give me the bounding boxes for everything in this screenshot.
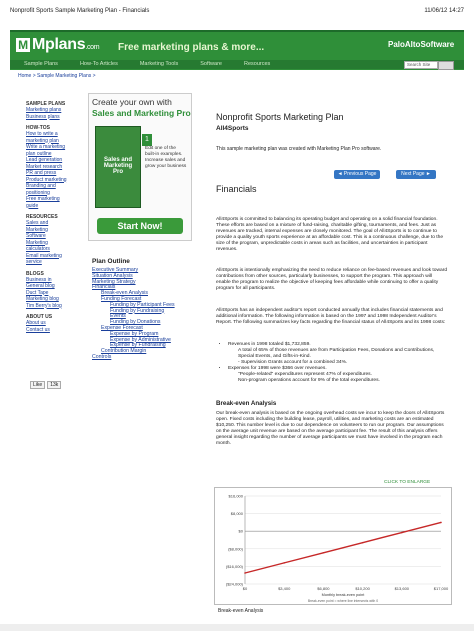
paragraph-3: All4Sports has an independent auditor's report conducted annually that includes financial statements and additional information. The following information is based on the 1997 and 1998 Independent Auditor's Report. The following summarizes key facts regarding the financial status of All4Sports and its 1998 costs: xyxy=(216,308,446,325)
sidebar-item[interactable]: Tim Berry's blog xyxy=(26,302,62,309)
search-input[interactable]: Search Site xyxy=(404,61,438,69)
product-box-image: Sales and Marketing Pro xyxy=(95,126,141,208)
sidebar-section-title: SAMPLE PLANS xyxy=(26,101,66,107)
sidebar-item[interactable]: Branding and xyxy=(26,183,56,189)
fact-expense-b: Non-program operations account for 9% of the total expenditures. xyxy=(238,378,380,383)
sidebar-item[interactable]: Business plans xyxy=(26,113,60,120)
breakeven-text: Our break-even analysis is based on the ongoing overhead costs we incur to keep the doors of All4Sports open. Fixed costs including the building lease, payroll, utilities, and marketing costs are an estimated $10,250. This number level is due to our dependence on volunteers to run our program. Our assumptions on the average unit revenue are based on the average participant fee. The result of this analysis offers general insight regarding the number of average participants we must have involved in the program each month. xyxy=(216,411,445,446)
site-logo[interactable]: M Mplans.com xyxy=(16,36,99,54)
sidebar-item[interactable]: positioning xyxy=(26,189,50,196)
paragraph-1: All4Sports is committed to balancing its operating budget and operating on a solid financial foundation. These efforts are based on a mixture of fund-raising, charitable gifting, tournaments, and fees. Just as revenues are tracked, internal expenses are closely monitored. The goal of All4Sports is to continue to provide a quality youth sports experience at an affordable cost. This is a continuous challenge, due to the size of the program, unpredictable costs in areas such as facilities, and uncertainties in participant revenues. xyxy=(216,217,444,252)
outline-link[interactable]: Expense Forecast xyxy=(101,324,143,331)
sidebar-item[interactable]: Email marketing xyxy=(26,252,62,259)
paragraph-2: All4Sports is intentionally emphasizing the need to reduce reliance on fee-based revenues and look toward contributions from other sources, particularly businesses, to support the program. This approach will enable the program to realize the objective of keeping fees affordable while continuing to offer a quality program for all participants. xyxy=(216,268,448,291)
nav-marketing-tools[interactable]: Marketing Tools xyxy=(139,61,179,67)
outline-link[interactable]: Expense by Fundraising xyxy=(110,342,166,349)
sidebar-item[interactable]: About us xyxy=(26,320,46,326)
outline-link[interactable]: Funding by Fundraising xyxy=(110,307,165,314)
outline-link[interactable]: Funding by Donations xyxy=(110,319,161,326)
data-point xyxy=(283,562,285,564)
nav-resources[interactable]: Resources xyxy=(243,61,271,67)
sidebar-item[interactable]: Marketing plans xyxy=(26,107,62,113)
x-tick-label: $3,400 xyxy=(278,586,291,591)
intro-text: This sample marketing plan was created with Marketing Plan Pro software. xyxy=(216,146,382,152)
sidebar-item[interactable]: Sales and xyxy=(26,220,49,226)
outline-link[interactable]: Expense by Administrative xyxy=(110,336,171,343)
search-button[interactable] xyxy=(438,61,454,70)
sidebar-item[interactable]: How to write a xyxy=(26,131,58,137)
sidebar-item[interactable]: Marketing xyxy=(26,239,48,246)
page-subtitle: All4Sports xyxy=(216,125,249,132)
outline-link[interactable]: Funding Forecast xyxy=(101,295,142,302)
outline-link[interactable]: Controls xyxy=(92,353,112,360)
sidebar-item[interactable]: Contact us xyxy=(26,326,50,333)
page-title: Nonprofit Sports Marketing Plan xyxy=(216,112,344,122)
chart-svg xyxy=(215,488,451,604)
sidebar-item[interactable]: Product marketing xyxy=(26,176,67,183)
sidebar-section-title: ABOUT US xyxy=(26,314,53,320)
sidebar-item[interactable]: calculators xyxy=(26,246,50,252)
sidebar-item[interactable]: Business in xyxy=(26,276,52,283)
data-point xyxy=(362,542,364,544)
like-widget[interactable] xyxy=(30,382,63,388)
y-tick-label: $0 xyxy=(238,528,243,534)
step-badge: 1 xyxy=(142,134,152,146)
sidebar-item[interactable]: Duct Tape xyxy=(26,289,49,296)
sidebar-item[interactable]: guide xyxy=(26,202,39,209)
outline-link[interactable]: Expense by Program xyxy=(110,330,159,337)
breadcrumb[interactable]: Home > Sample Marketing Plans > xyxy=(18,73,96,79)
like-button[interactable]: Like xyxy=(30,381,45,389)
promo-line1: Create your own with xyxy=(92,97,172,107)
fact-revenue-a: A total of 65% of those revenues are from Participation Fees, Donations and Contributions, Special Events, and Gifts-in-Kind. xyxy=(238,348,435,359)
promo-line2: Sales and Marketing Pro xyxy=(92,108,191,118)
promo-desc: Edit one of the built-in examples. Increase sales and grow your business xyxy=(145,146,187,169)
sidebar xyxy=(26,96,84,333)
main-nav xyxy=(24,61,270,67)
data-point xyxy=(440,522,442,524)
fact-expense: • Expenses for 1998 were $366 over revenues. xyxy=(228,366,448,372)
section-title: Financials xyxy=(216,184,257,194)
outline-link[interactable]: Contribution Margin xyxy=(101,348,147,355)
sidebar-item[interactable]: General blog xyxy=(26,283,55,289)
fact-revenue: • Revenues in 1998 totaled $1,732,859. xyxy=(228,342,448,348)
outline-link[interactable]: Events xyxy=(110,313,126,320)
sidebar-item[interactable]: Marketing blog xyxy=(26,296,59,302)
sidebar-item[interactable]: Write a marketing xyxy=(26,144,66,150)
main-heading xyxy=(216,112,448,132)
breakeven-chart[interactable] xyxy=(214,487,452,605)
footer-strip xyxy=(0,624,474,631)
y-tick-label: ($16,000) xyxy=(225,563,243,569)
sidebar-section-title: HOW-TOS xyxy=(26,125,50,131)
outline-link[interactable]: Executive Summary xyxy=(92,267,139,273)
x-tick-label: $10,200 xyxy=(355,586,370,591)
fact-revenue-b: - Supervision Grants account for a combined 34%. xyxy=(238,360,348,365)
outline-link[interactable]: Break-even Analysis xyxy=(101,290,148,297)
sidebar-item[interactable]: Market research xyxy=(26,163,63,170)
x-tick-label: $6,800 xyxy=(317,586,330,591)
print-title: Nonprofit Sports Sample Marketing Plan - Financials xyxy=(10,8,150,14)
print-datetime: 11/06/12 14:27 xyxy=(424,8,464,14)
outline-link[interactable]: Financials xyxy=(92,284,116,291)
print-header xyxy=(10,8,464,20)
partner-logo[interactable]: PaloAltoSoftware xyxy=(388,40,455,49)
enlarge-chart-link[interactable]: CLICK TO ENLARGE xyxy=(384,480,431,485)
y-tick-label: $8,000 xyxy=(230,511,243,517)
breakeven-line xyxy=(245,522,441,573)
x-axis-label: Monthly break-even point xyxy=(321,593,365,597)
like-count: 13k xyxy=(47,381,61,389)
sidebar-item[interactable]: plan outline xyxy=(26,150,52,157)
start-now-button[interactable]: Start Now! xyxy=(97,218,183,234)
sidebar-item[interactable]: Free marketing xyxy=(26,196,60,202)
sidebar-item[interactable]: service xyxy=(26,259,42,265)
logo-icon: M xyxy=(16,38,30,52)
sidebar-item[interactable]: PR and press xyxy=(26,170,57,176)
chart-note: Break-even point = where line intersects with 0 xyxy=(307,599,379,603)
facts-list xyxy=(216,342,448,384)
fact-expense-a: "People-related" expenditures represent 47% of expenditures. xyxy=(238,372,372,377)
tagline: Free marketing plans & more... xyxy=(118,42,265,53)
x-tick-label: $13,600 xyxy=(394,586,410,591)
y-tick-label: ($8,000) xyxy=(228,546,243,552)
sidebar-item[interactable]: marketing plan xyxy=(26,137,59,144)
nav-howto[interactable]: How-To Articles xyxy=(79,61,118,67)
y-tick-label: $16,000 xyxy=(228,493,243,499)
x-tick-label: $0 xyxy=(242,586,248,591)
chart-caption: Break-even Analysis xyxy=(218,608,264,614)
outline-link[interactable]: Funding by Participant Fees xyxy=(110,301,175,308)
data-point xyxy=(401,532,403,534)
nav-sample-plans[interactable]: Sample Plans xyxy=(24,61,58,67)
outline-link[interactable]: Marketing Strategy xyxy=(92,278,136,285)
sidebar-section-title: BLOGS xyxy=(26,270,44,277)
data-point xyxy=(244,572,246,574)
y-tick-label: ($24,000) xyxy=(225,581,243,587)
sidebar-item[interactable]: Lead generation xyxy=(26,157,63,163)
x-tick-label: $17,000 xyxy=(433,586,449,591)
sidebar-item[interactable]: Software xyxy=(26,233,46,239)
outline-title: Plan Outline xyxy=(92,258,130,265)
sidebar-section-title: RESOURCES xyxy=(26,214,58,220)
plan-outline xyxy=(92,258,192,361)
outline-link[interactable]: Situation Analysis xyxy=(92,272,133,279)
data-point xyxy=(323,552,325,554)
previous-page-button[interactable]: ◄ Previous Page xyxy=(334,170,380,179)
next-page-button[interactable]: Next Page ► xyxy=(396,170,436,179)
nav-software[interactable]: Software xyxy=(200,61,222,67)
breakeven-heading: Break-even Analysis xyxy=(216,400,277,407)
promo-box[interactable] xyxy=(88,93,192,241)
sidebar-item[interactable]: Marketing xyxy=(26,226,48,233)
